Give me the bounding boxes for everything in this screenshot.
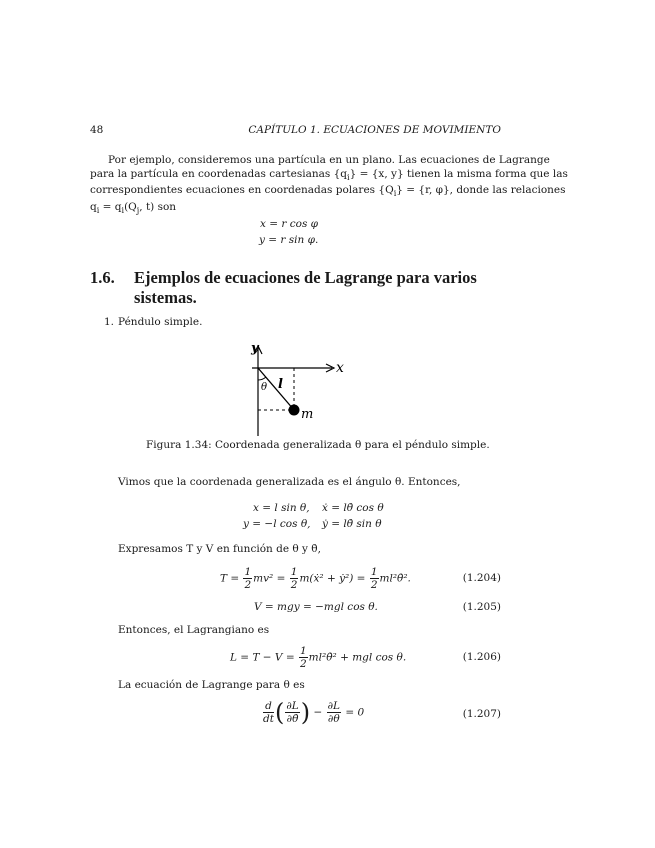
equation-1205: V = mgy = −mgl cos θ. <box>254 601 378 613</box>
intro-line-2: para la partícula en coordenadas cartesianas $\{q_i\} = \{x$, y} tienen la misma forma que las <box>90 167 568 182</box>
label-y: y <box>251 341 259 356</box>
figure-caption: Figura 1.34: Coordenada generalizada θ para el péndulo simple. <box>146 439 490 451</box>
intro-line-1: Por ejemplo, consideremos una partícula en un plano. Las ecuaciones de Lagrange <box>108 154 550 166</box>
section-title-line-1: Ejemplos de ecuaciones de Lagrange para varios <box>134 268 477 287</box>
body-paragraph-3: Entonces, el Lagrangiano es <box>118 624 270 636</box>
body-paragraph-4: La ecuación de Lagrange para θ es <box>118 679 305 691</box>
eq-y-velocity: ẏ = lθ̇ sin θ <box>322 518 382 530</box>
intro-paragraph <box>90 154 568 217</box>
section-number: 1.6. <box>90 268 115 287</box>
polar-eq-x: x = r cos φ <box>260 218 319 230</box>
intro-line-3: correspondientes ecuaciones en coordenadas polares $\{Q_i\} = \{r$, φ}, donde las relaciones <box>90 184 566 199</box>
equation-1204: T = $\frac{1}{2}$ mv² = $\frac{1}{2}$ m(ẋ² + ẏ²) = $\frac{1}{2}$ ml²θ̇². <box>220 566 411 591</box>
label-l: l <box>278 377 283 392</box>
body-paragraph-2: Expresamos T y V en función de θ y θ̇, <box>118 543 321 555</box>
running-title: CAPÍTULO 1. ECUACIONES DE MOVIMIENTO <box>248 124 501 136</box>
label-theta: θ <box>261 382 268 393</box>
theta-arc <box>258 377 266 380</box>
label-x: x <box>336 360 344 376</box>
polar-eq-y: y = r sin φ. <box>259 234 319 246</box>
equation-number-1204: (1.204) <box>462 572 501 584</box>
pendulum-figure <box>238 336 358 440</box>
page-number: 48 <box>90 124 104 136</box>
equation-1207: $\frac{d}{dt}$ ( $\frac{\partial L}{\partial\thetȧ}$ ) − $\frac{\partial L}{\partial\theta}$ = 0 <box>263 698 365 727</box>
section-title-line-2: sistemas. <box>134 288 197 307</box>
eq-y-position: y = −l cos θ, <box>243 518 311 530</box>
eq-x-velocity: ẋ = lθ̇ cos θ <box>322 502 384 514</box>
intro-line-4: $q_i = q_i(Q_j$, t) son <box>90 200 177 215</box>
equation-number-1206: (1.206) <box>462 651 501 663</box>
eq-x-position: x = l sin θ, <box>253 502 310 514</box>
equation-1206: L = T − V = $\frac{1}{2}$ ml²θ̇² + mgl cos θ. <box>230 645 407 670</box>
body-paragraph-1: Vimos que la coordenada generalizada es el ángulo θ. Entonces, <box>118 476 461 488</box>
list-item-marker: 1. <box>104 316 115 328</box>
label-m: m <box>301 407 314 422</box>
list-item-label: Péndulo simple. <box>118 316 203 328</box>
equation-number-1205: (1.205) <box>462 601 501 613</box>
pendulum-bob <box>289 405 300 416</box>
equation-number-1207: (1.207) <box>462 708 501 720</box>
